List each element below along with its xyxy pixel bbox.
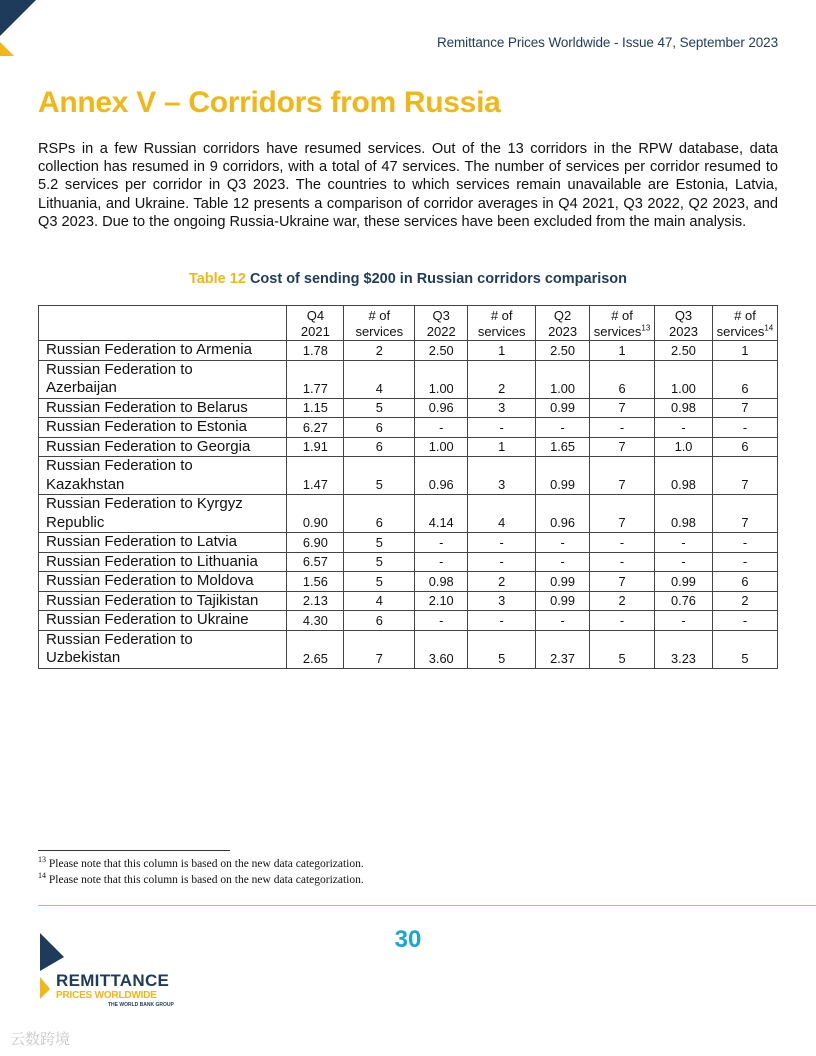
table-cell: 0.98 xyxy=(655,457,713,495)
table-cell: - xyxy=(712,611,777,631)
corner-ribbon-icon xyxy=(0,0,40,60)
logo-wordmark: REMITTANCE xyxy=(56,971,170,990)
table-cell: - xyxy=(468,552,536,572)
table-row xyxy=(39,457,778,495)
footer-divider xyxy=(38,905,816,906)
table-cell: 2.10 xyxy=(415,591,468,611)
table-cell: 4 xyxy=(468,495,536,533)
table-cell: 1.00 xyxy=(536,360,590,398)
table-row xyxy=(39,495,778,533)
table-cell: 4.30 xyxy=(287,611,344,631)
table-cell: 1.78 xyxy=(287,341,344,361)
table-cell: - xyxy=(590,418,655,438)
table-cell: - xyxy=(415,552,468,572)
table-cell: 5 xyxy=(344,457,415,495)
table-body xyxy=(39,341,778,669)
table-cell: 1.00 xyxy=(415,360,468,398)
table-cell: 3 xyxy=(468,591,536,611)
table-row xyxy=(39,533,778,553)
table-cell: 6.27 xyxy=(287,418,344,438)
table-cell: 7 xyxy=(344,630,415,668)
table-cell: 5 xyxy=(344,572,415,592)
corridor-name: Russian Federation to Azerbaijan xyxy=(39,360,287,398)
table-cell: 0.99 xyxy=(536,457,590,495)
table-cell: - xyxy=(468,611,536,631)
table-cell: - xyxy=(590,611,655,631)
table-row xyxy=(39,572,778,592)
table-caption-text: Cost of sending $200 in Russian corridors comparison xyxy=(249,271,628,287)
corridor-cost-table xyxy=(38,305,778,669)
table-cell: 4 xyxy=(344,360,415,398)
table-cell: 1.00 xyxy=(655,360,713,398)
table-cell: 6 xyxy=(712,572,777,592)
corridor-name: Russian Federation to Belarus xyxy=(39,398,287,418)
table-cell: 4 xyxy=(344,591,415,611)
table-cell: 2.65 xyxy=(287,630,344,668)
table-cell: 7 xyxy=(590,398,655,418)
table-cell: 0.98 xyxy=(415,572,468,592)
table-cell: 1 xyxy=(468,437,536,457)
table-cell: 5 xyxy=(344,398,415,418)
logo-tagline: THE WORLD BANK GROUP xyxy=(108,1002,174,1008)
table-cell: - xyxy=(655,533,713,553)
watermark: 云数跨境 xyxy=(10,1031,71,1048)
table-cell: 1.65 xyxy=(536,437,590,457)
corridor-name: Russian Federation to Latvia xyxy=(39,533,287,553)
table-cell: - xyxy=(655,552,713,572)
table-cell: 1 xyxy=(712,341,777,361)
table-cell: 0.99 xyxy=(536,572,590,592)
table-cell: 6 xyxy=(344,437,415,457)
table-row xyxy=(39,418,778,438)
table-cell: 0.98 xyxy=(655,495,713,533)
table-cell: 2 xyxy=(590,591,655,611)
table-cell: - xyxy=(468,418,536,438)
table-cell: - xyxy=(415,418,468,438)
table-cell: - xyxy=(655,611,713,631)
table-cell: 1.47 xyxy=(287,457,344,495)
footnote-ref[interactable]: 13 xyxy=(641,323,651,333)
corridor-name: Russian Federation to Uzbekistan xyxy=(39,630,287,668)
table-cell: 2 xyxy=(344,341,415,361)
table-cell: 3 xyxy=(468,457,536,495)
table-cell: 3.23 xyxy=(655,630,713,668)
table-cell: 5 xyxy=(344,552,415,572)
corridor-name: Russian Federation to Moldova xyxy=(39,572,287,592)
table-cell: - xyxy=(536,611,590,631)
table-cell: 0.76 xyxy=(655,591,713,611)
rpw-logo xyxy=(36,933,176,1013)
corridor-name: Russian Federation to Kyrgyz Republic xyxy=(39,495,287,533)
table-cell: 0.96 xyxy=(415,457,468,495)
table-cell: 6 xyxy=(344,495,415,533)
table-cell: 5 xyxy=(468,630,536,668)
corridor-header xyxy=(39,306,287,341)
table-cell: 6 xyxy=(712,437,777,457)
table-cell: - xyxy=(468,533,536,553)
intro-paragraph: RSPs in a few Russian corridors have resumed services. Out of the 13 corridors in the RPW database, data collection has resumed in 9 corridors, with a total of 47 services. The number of services per corridor resumed to 5.2 services per corridor in Q3 2023. The countries to which services remain unavailable are Estonia, Latvia, Lithuania, and Ukraine. Table 12 presents a comparison of corridor averages in Q4 2021, Q3 2022, Q2 2023, and Q3 2023. Due to the ongoing Russia-Ukraine war, these services have been excluded from the main analysis. xyxy=(38,141,778,230)
footnote-divider xyxy=(38,850,230,851)
table-row xyxy=(39,591,778,611)
table-cell: 1 xyxy=(590,341,655,361)
table-cell: 0.99 xyxy=(536,398,590,418)
corridor-name: Russian Federation to Georgia xyxy=(39,437,287,457)
table-cell: 7 xyxy=(590,457,655,495)
table-row xyxy=(39,341,778,361)
table-cell: - xyxy=(536,533,590,553)
corridor-name: Russian Federation to Tajikistan xyxy=(39,591,287,611)
table-cell: 2 xyxy=(712,591,777,611)
column-header: Q2 2023 xyxy=(536,306,590,341)
table-cell: - xyxy=(415,611,468,631)
column-header: Q3 2022 xyxy=(415,306,468,341)
table-cell: 1.15 xyxy=(287,398,344,418)
column-header: Q4 2021 xyxy=(287,306,344,341)
table-cell: 0.96 xyxy=(536,495,590,533)
table-cell: 2 xyxy=(468,572,536,592)
logo-subtitle: PRICES WORLDWIDE xyxy=(56,990,157,1001)
table-cell: 7 xyxy=(712,457,777,495)
table-cell: 1.77 xyxy=(287,360,344,398)
table-cell: 6.57 xyxy=(287,552,344,572)
table-cell: 4.14 xyxy=(415,495,468,533)
column-header: # of services xyxy=(344,306,415,341)
table-caption-number: Table 12 xyxy=(188,271,246,287)
table-cell: - xyxy=(712,552,777,572)
table-row xyxy=(39,630,778,668)
table-cell: 6 xyxy=(344,611,415,631)
table-cell: 3 xyxy=(468,398,536,418)
running-header: Remittance Prices Worldwide - Issue 47, September 2023 xyxy=(436,35,778,50)
table-cell: 2.50 xyxy=(536,341,590,361)
table-row xyxy=(39,437,778,457)
table-cell: - xyxy=(415,533,468,553)
table-cell: 5 xyxy=(712,630,777,668)
table-cell: 1.56 xyxy=(287,572,344,592)
table-cell: 0.96 xyxy=(415,398,468,418)
table-cell: 7 xyxy=(590,572,655,592)
page-number: 30 xyxy=(394,926,422,953)
table-row xyxy=(39,611,778,631)
table-row xyxy=(39,552,778,572)
annex-title: Annex V – Corridors from Russia xyxy=(38,86,501,119)
column-header: # of services xyxy=(468,306,536,341)
table-cell: 6 xyxy=(344,418,415,438)
table-cell: 6 xyxy=(590,360,655,398)
table-cell: - xyxy=(590,552,655,572)
table-cell: 1.0 xyxy=(655,437,713,457)
footnote-ref[interactable]: 14 xyxy=(764,323,774,333)
table-cell: 7 xyxy=(590,437,655,457)
footnote-13: $^{13}$ Please note that this column is based on the new data categorization. xyxy=(38,855,364,870)
corridor-name: Russian Federation to Ukraine xyxy=(39,611,287,631)
table-cell: 0.99 xyxy=(655,572,713,592)
table-cell: 7 xyxy=(590,495,655,533)
table-cell: 3.60 xyxy=(415,630,468,668)
table-cell: 5 xyxy=(344,533,415,553)
table-cell: 2.50 xyxy=(655,341,713,361)
corridor-name: Russian Federation to Lithuania xyxy=(39,552,287,572)
table-cell: - xyxy=(712,418,777,438)
table-cell: 0.90 xyxy=(287,495,344,533)
footnote-14: $^{14}$ Please note that this column is based on the new data categorization. xyxy=(38,871,364,886)
table-cell: - xyxy=(536,418,590,438)
table-cell: 7 xyxy=(712,495,777,533)
table-row xyxy=(39,398,778,418)
table-cell: 6 xyxy=(712,360,777,398)
table-cell: 2.37 xyxy=(536,630,590,668)
table-cell: 5 xyxy=(590,630,655,668)
table-row xyxy=(39,360,778,398)
table-cell: 1 xyxy=(468,341,536,361)
table-cell: 2.50 xyxy=(415,341,468,361)
table-cell: 2.13 xyxy=(287,591,344,611)
column-header: Q3 2023 xyxy=(655,306,713,341)
table-cell: 0.98 xyxy=(655,398,713,418)
corridor-name: Russian Federation to Armenia xyxy=(39,341,287,361)
table-header-row xyxy=(39,306,778,341)
table-cell: 1.00 xyxy=(415,437,468,457)
table-cell: 0.99 xyxy=(536,591,590,611)
table-cell: 7 xyxy=(712,398,777,418)
table-cell: - xyxy=(590,533,655,553)
table-cell: 2 xyxy=(468,360,536,398)
table-cell: - xyxy=(712,533,777,553)
column-header: # of services$^{14}$ xyxy=(712,306,777,341)
table-cell: 6.90 xyxy=(287,533,344,553)
column-header: # of services$^{13}$ xyxy=(590,306,655,341)
table-cell: - xyxy=(536,552,590,572)
table-cell: 1.91 xyxy=(287,437,344,457)
table-cell: - xyxy=(655,418,713,438)
table-caption xyxy=(0,271,816,287)
corridor-name: Russian Federation to Estonia xyxy=(39,418,287,438)
corridor-name: Russian Federation to Kazakhstan xyxy=(39,457,287,495)
